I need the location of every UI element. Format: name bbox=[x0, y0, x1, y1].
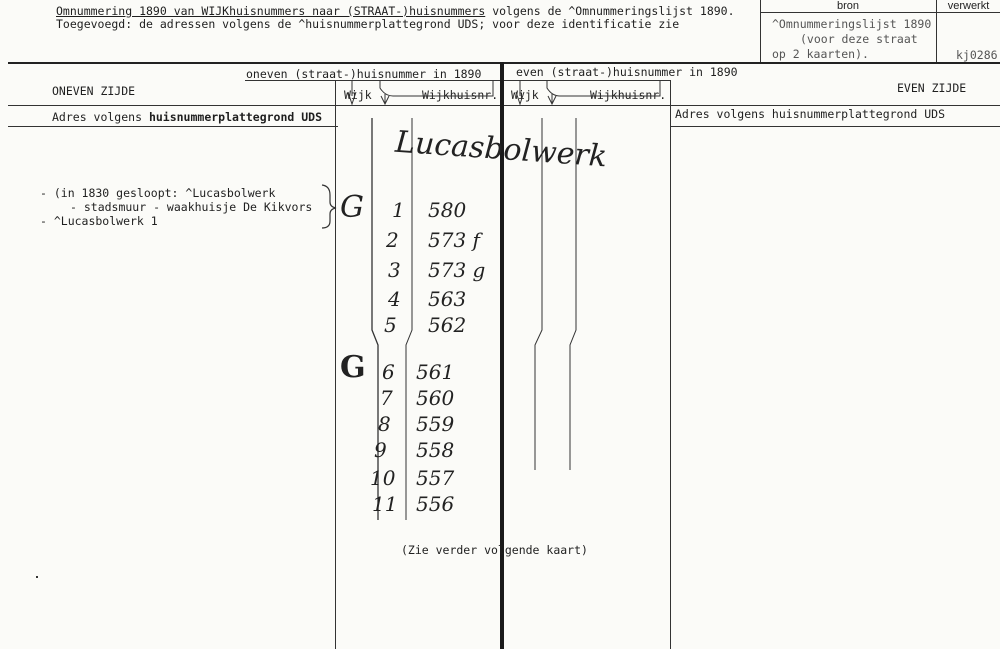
handwritten-row-nr: 3 bbox=[388, 258, 401, 282]
verwerkt-label: verwerkt bbox=[947, 0, 990, 12]
handwritten-row-nr: 10 bbox=[370, 466, 396, 490]
handwritten-row-nr: 1 bbox=[392, 198, 405, 222]
bron-label: bron bbox=[836, 0, 860, 12]
handwritten-row-wijkhuisnr: 557 bbox=[416, 466, 455, 490]
handwritten-row-wijkhuisnr: 573 f bbox=[428, 228, 480, 252]
even-zijde-label: EVEN ZIJDE bbox=[897, 81, 967, 95]
handwritten-row-nr: 5 bbox=[384, 313, 397, 337]
header-line-1-underlined: Omnummering 1890 van WIJKhuisnummers naar (STRAAT-)huisnummers bbox=[56, 4, 486, 18]
handwritten-row-wijkhuisnr: 563 bbox=[428, 287, 467, 311]
handwritten-row-wijkhuisnr: 559 bbox=[416, 412, 455, 436]
header-line-1-rest: volgens de ^Omnummeringslijst 1890. bbox=[485, 4, 735, 18]
header-line-2: Toegevoegd: de adressen volgens de ^huisnummerplattegrond UDS; voor deze identificatie zie bbox=[56, 17, 680, 31]
adres-left-label-a: Adres volgens bbox=[52, 110, 149, 124]
address-curly-bracket bbox=[322, 185, 336, 228]
handwritten-row-nr: 2 bbox=[386, 228, 399, 252]
handwritten-row-wijkhuisnr: 573 g bbox=[428, 258, 486, 282]
oneven-zijde-label: ONEVEN ZIJDE bbox=[52, 84, 136, 98]
oneven-header: oneven (straat-)huisnummer in 1890 bbox=[246, 67, 482, 81]
wijkhuisnr-left-label: Wijkhuisnr. bbox=[422, 88, 499, 102]
handwritten-row-wijkhuisnr: 580 bbox=[428, 198, 467, 222]
speck bbox=[36, 576, 38, 578]
handwritten-row-wijkhuisnr: 558 bbox=[416, 438, 455, 462]
handwritten-wijk-2: G bbox=[340, 350, 366, 385]
handwritten-row-wijkhuisnr: 560 bbox=[416, 386, 455, 410]
address-line-2: - stadsmuur - waakhuisje De Kikvors bbox=[70, 200, 313, 214]
handwritten-row-nr: 4 bbox=[388, 287, 401, 311]
bracket-left bbox=[380, 80, 493, 96]
address-line-3: - ^Lucasbolwerk 1 bbox=[40, 214, 158, 228]
handwritten-row-nr: 6 bbox=[382, 360, 395, 384]
bron-line-1: ^Omnummeringslijst 1890 bbox=[772, 17, 932, 31]
handwritten-row-nr: 9 bbox=[374, 438, 387, 462]
arrow-wijk-left bbox=[348, 80, 356, 104]
handwritten-row-wijkhuisnr: 556 bbox=[416, 492, 455, 516]
even-header: even (straat-)huisnummer in 1890 bbox=[516, 65, 738, 79]
handwritten-row-nr: 8 bbox=[378, 412, 391, 436]
footer-note: (Zie verder volgende kaart) bbox=[401, 543, 588, 557]
bron-line-2: (voor deze straat bbox=[800, 32, 918, 46]
bracket-right bbox=[547, 80, 660, 96]
handwritten-row-nr: 7 bbox=[380, 386, 393, 410]
bron-line-3: op 2 kaarten). bbox=[772, 47, 869, 61]
wijk-left-label: Wijk bbox=[344, 88, 372, 102]
handwritten-row-nr: 11 bbox=[372, 492, 398, 516]
card-code: kj0286 bbox=[956, 48, 998, 62]
address-line-1: - (in 1830 gesloopt: ^Lucasbolwerk bbox=[40, 186, 276, 200]
handwritten-row-wijkhuisnr: 561 bbox=[416, 360, 455, 384]
arrow-wijk-right bbox=[516, 80, 524, 104]
inner-line-right-1 bbox=[535, 118, 542, 470]
adres-left-label-b: huisnummerplattegrond UDS bbox=[148, 110, 323, 124]
adres-right-label: Adres volgens huisnummerplattegrond UDS bbox=[675, 107, 946, 121]
handwritten-row-wijkhuisnr: 562 bbox=[428, 313, 467, 337]
wijkhuisnr-right-label: Wijkhuisnr. bbox=[590, 88, 667, 102]
handwritten-street-name: Lucasbolwerk bbox=[394, 124, 609, 175]
handwritten-wijk-1: G bbox=[340, 190, 364, 225]
inner-line-left-2 bbox=[406, 118, 412, 520]
wijk-right-label: Wijk bbox=[511, 88, 539, 102]
